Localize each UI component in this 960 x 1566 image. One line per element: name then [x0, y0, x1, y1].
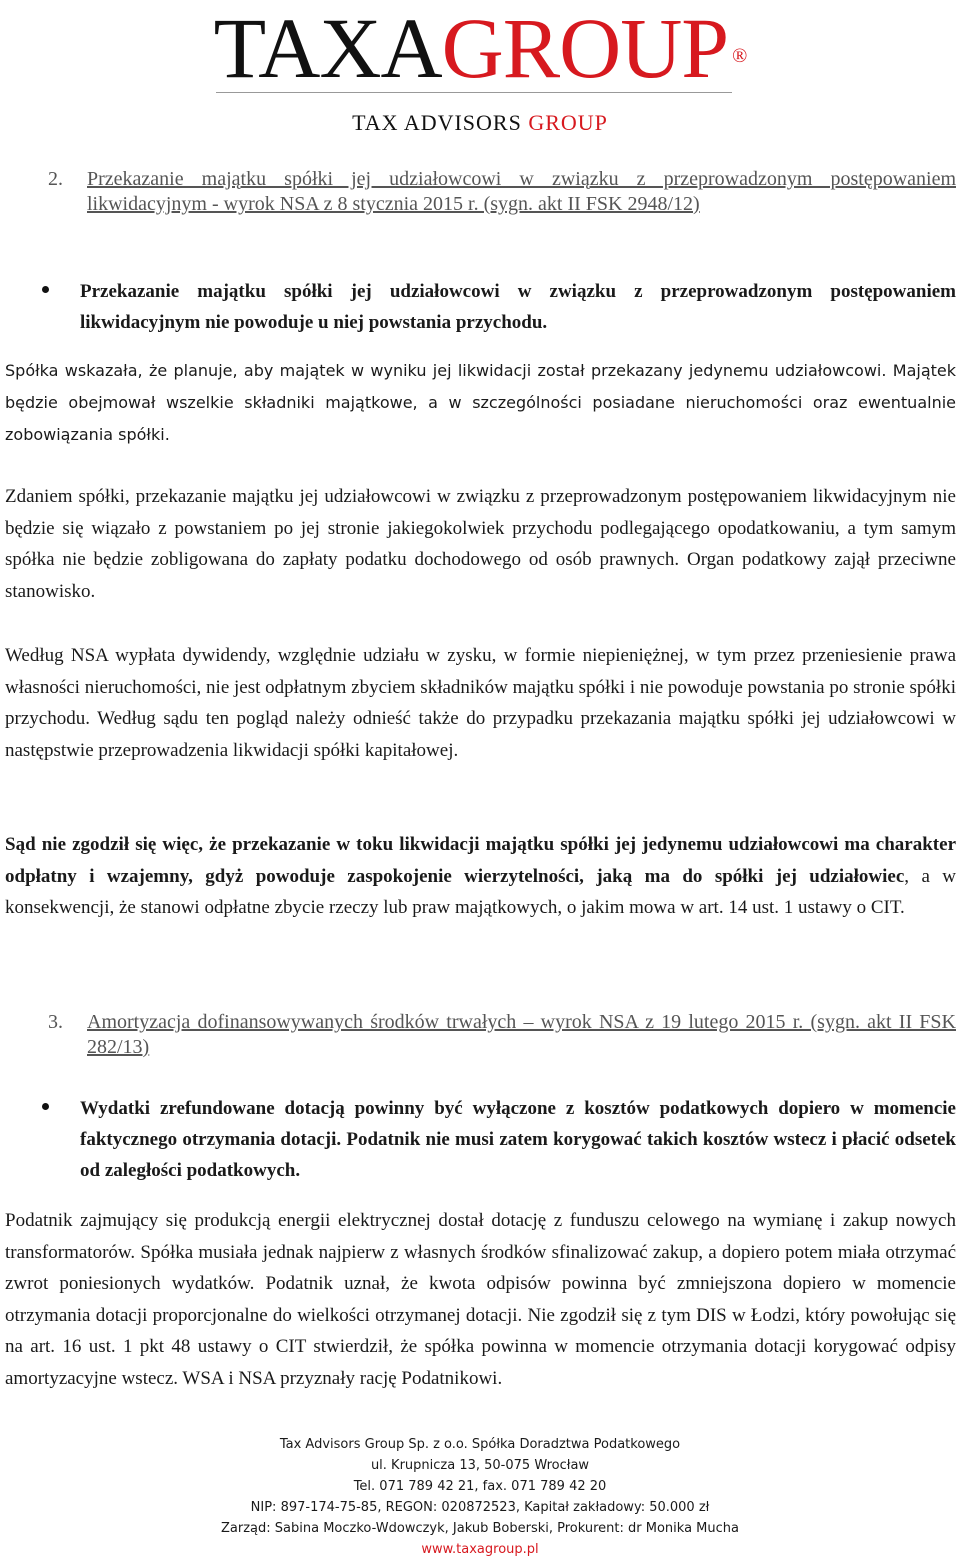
logo-wordmark-taxa: TAXA: [213, 0, 442, 96]
company-logo: [0, 0, 960, 140]
section-3-heading: [48, 1010, 956, 1060]
logo-tagline-tax-advisors: TAX ADVISORS: [352, 110, 522, 135]
footer-address: ul. Krupnicza 13, 50-075 Wrocław: [370, 1458, 590, 1473]
footer-company-name: Tax Advisors Group Sp. z o.o. Spółka Doradztwa Podatkowego: [279, 1437, 681, 1452]
footer-website-link[interactable]: www.taxagroup.pl: [421, 1542, 539, 1557]
conclusion-bold-text: Sąd nie zgodził się więc, że przekazanie w toku likwidacji majątku spółki jej jedynemu udziałowcowi ma charakter odpłatny i wzajemny, gdyż powoduje zaspokojenie wierzytelności, jaką ma do spółki jej udziałowiec: [5, 834, 956, 887]
section-title-link[interactable]: Przekazanie majątku spółki jej udziałowcowi w związku z przeprowadzonym postępowaniem likwidacyjnym - wyrok NSA z 8 stycznia 2015 r. (sygn. akt II FSK 2948/12): [87, 168, 956, 215]
footer-management: Zarząd: Sabina Moczko-Wdowczyk, Jakub Boberski, Prokurent: dr Monika Mucha: [221, 1521, 739, 1536]
page-footer: [0, 1434, 960, 1560]
paragraph: Według NSA wypłata dywidendy, względnie udziału w zysku, w formie niepieniężnej, w tym przez przeniesienie prawa własności nieruchomości, nie jest odpłatnym zbyciem składników majątku spółki i nie powoduje powstania po stronie spółki przychodu. Według sądu ten pogląd należy odnieść także do przypadku przekazania majątku spółki jej udziałowcowi w następstwie przeprowadzenia likwidacji spółki kapitałowej.: [5, 645, 956, 761]
logo-wordmark: [0, 0, 960, 96]
section-2-bullet: [0, 276, 960, 338]
paragraph-conclusion: [5, 829, 956, 924]
section-number: 2.: [48, 168, 63, 190]
footer-registration: NIP: 897-174-75-85, REGON: 020872523, Kapitał zakładowy: 50.000 zł: [250, 1500, 710, 1515]
section-3-bullet: [0, 1093, 960, 1186]
footer-phone: Tel. 071 789 42 21, fax. 071 789 42 20: [353, 1479, 607, 1494]
logo-divider: [216, 92, 732, 93]
section-2-heading: [48, 167, 956, 217]
paragraph: Spółka wskazała, że planuje, aby majątek w wyniku jej likwidacji został przekazany jedynemu udziałowcowi. Majątek będzie obejmował wszelkie składniki majątkowe, a w szczególności posiadane nieruchomości oraz ewentualnie zobowiązania spółki.: [5, 361, 956, 444]
bullet-icon: [42, 286, 49, 293]
section-number: 3.: [48, 1011, 63, 1033]
bullet-summary: Przekazanie majątku spółki jej udziałowcowi w związku z przeprowadzonym postępowaniem likwidacyjnym nie powoduje u niej powstania przychodu.: [80, 281, 956, 333]
logo-wordmark-group: GROUP: [441, 0, 729, 96]
registered-mark: ®: [732, 45, 747, 67]
section-title-link[interactable]: Amortyzacja dofinansowywanych środków trwałych – wyrok NSA z 19 lutego 2015 r. (sygn. akt II FSK 282/13): [87, 1011, 956, 1058]
bullet-summary: Wydatki zrefundowane dotacją powinny być wyłączone z kosztów podatkowych dopiero w momencie faktycznego otrzymania dotacji. Podatnik nie musi zatem korygować takich kosztów wstecz i płacić odsetek od zaległości podatkowych.: [80, 1098, 956, 1181]
paragraph: Zdaniem spółki, przekazanie majątku jej udziałowcowi w związku z przeprowadzonym postępowaniem likwidacyjnym nie będzie się wiązało z powstaniem po jej stronie jakiegokolwiek przychodu podlegającego opodatkowaniu, a tym samym spółka nie będzie zobligowana do zapłaty podatku dochodowego od osób prawnych. Organ podatkowy zajął przeciwne stanowisko.: [5, 486, 956, 602]
conclusion-text: , a w konsekwencji, że stanowi odpłatne zbycie rzeczy lub praw majątkowych, o jakim mowa w art. 14 ust. 1 ustawy o CIT.: [5, 865, 957, 918]
bullet-icon: [42, 1103, 49, 1110]
logo-tagline-group: GROUP: [528, 110, 608, 135]
paragraph: Podatnik zajmujący się produkcją energii elektrycznej dostał dotację z funduszu celowego na wymianę i zakup nowych transformatorów. Spółka musiała jednak najpierw z własnych środków sfinalizować zakup, a dopiero potem miała otrzymać zwrot poniesionych wydatków. Podatnik uznał, że kwota odpisów powinna być zmniejszona dopiero w momencie otrzymania dotacji proporcjonalne do wielkości otrzymanej dotacji. Nie zgodził się z tym DIS w Łodzi, który powołując się na art. 16 ust. 1 pkt 48 ustawy o CIT stwierdził, że spółka powinna w momencie otrzymania dotacji korygować odpisy amortyzacyjne wstecz. WSA i NSA przyznały rację Podatnikowi.: [5, 1210, 956, 1389]
logo-tagline: [0, 110, 960, 136]
